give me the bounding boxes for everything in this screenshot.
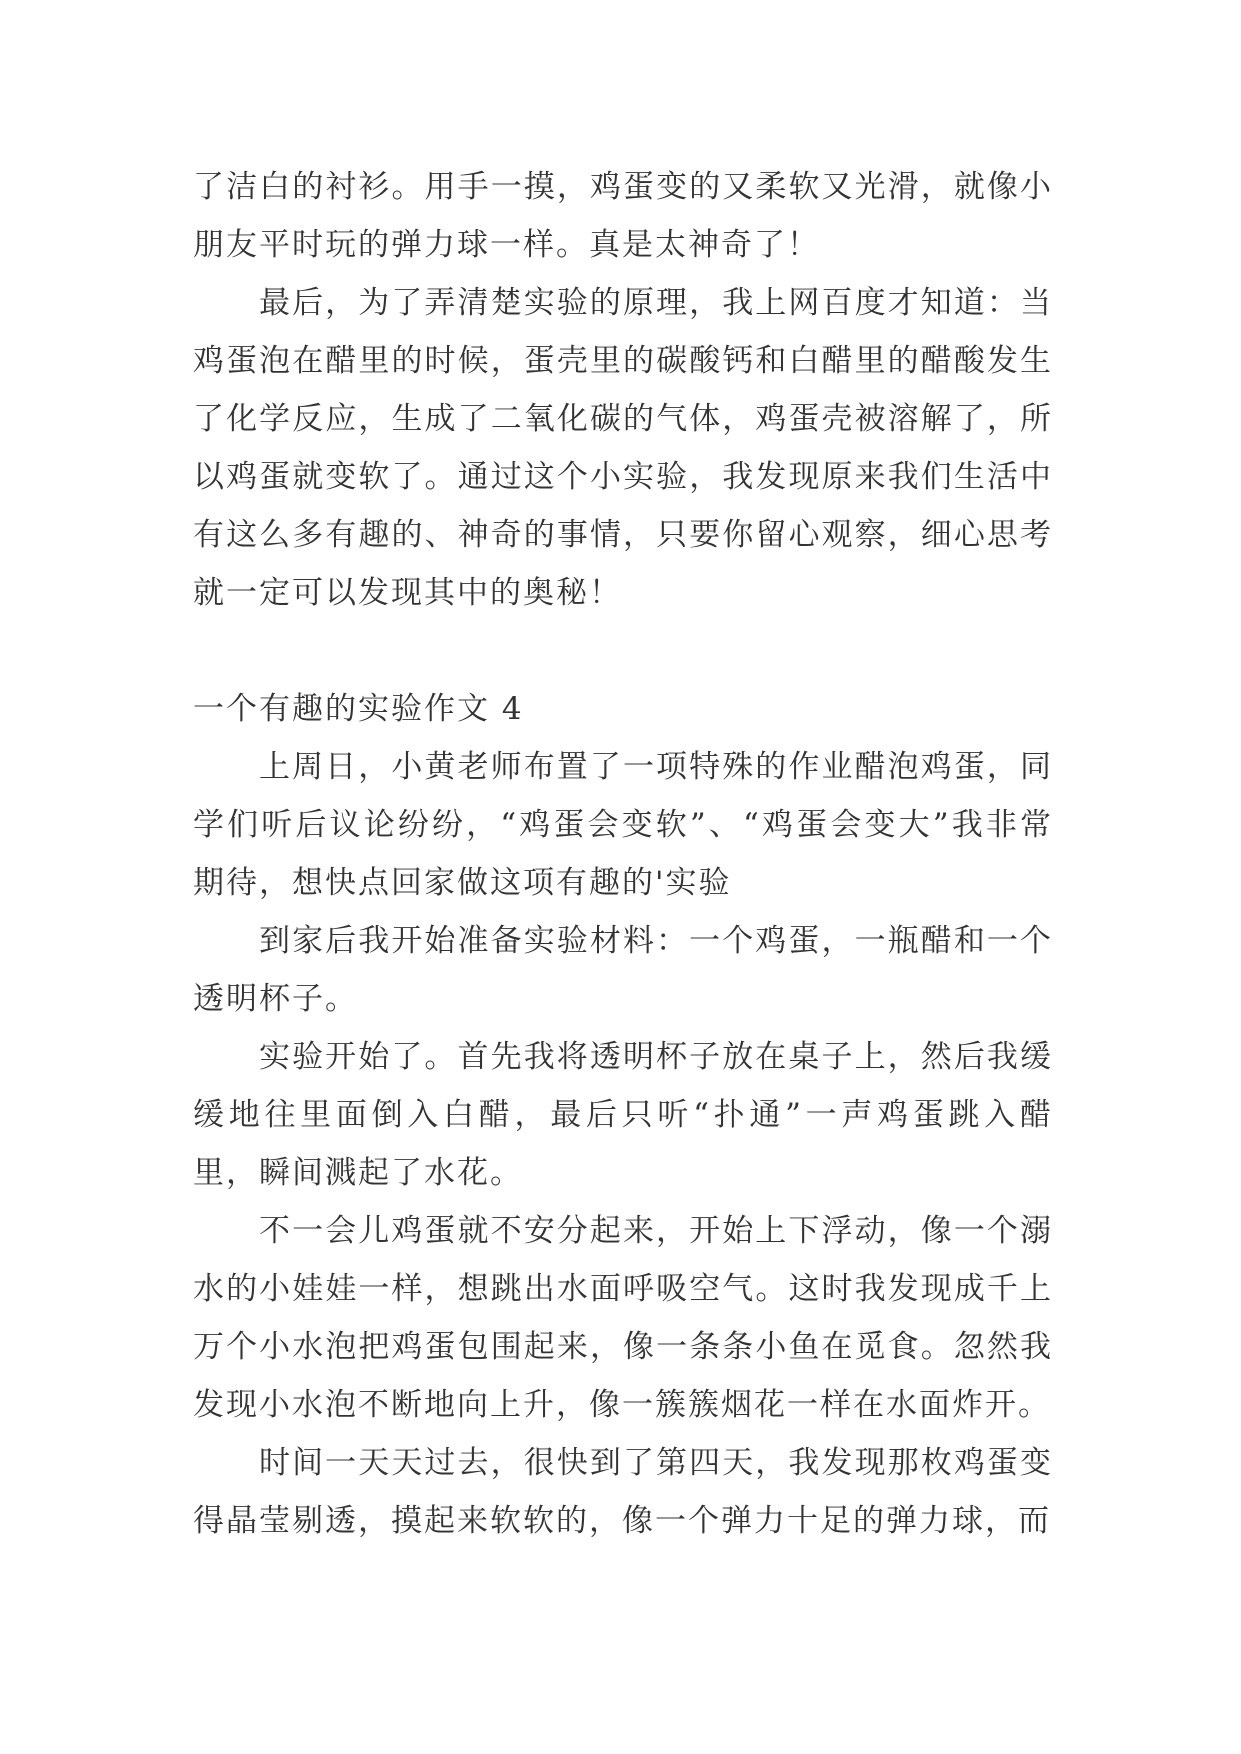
section-title: 一个有趣的实验作文 4 bbox=[193, 691, 524, 727]
paragraph: 最后，为了弄清楚实验的原理，我上网百度才知道：当鸡蛋泡在醋里的时候，蛋壳里的碳酸钙和白醋里的醋酸发生了化学反应，生成了二氧化碳的气体，鸡蛋壳被溶解了，所以鸡蛋就变软了。通过这个小实验，我发现原来我们生活中有这么多有趣的、神奇的事情，只要你留心观察，细心思考就一定可以发现其中的奥秘！ bbox=[193, 285, 1053, 611]
paragraph: 实验开始了。首先我将透明杯子放在桌子上，然后我缓缓地往里面倒入白醋，最后只听“扑通”一声鸡蛋跳入醋里，瞬间溅起了水花。 bbox=[193, 1039, 1053, 1191]
paragraph: 不一会儿鸡蛋就不安分起来，开始上下浮动，像一个溺水的小娃娃一样，想跳出水面呼吸空气。这时我发现成千上万个小水泡把鸡蛋包围起来，像一条条小鱼在觅食。忽然我发现小水泡不断地向上升，像一簇簇烟花一样在水面炸开。 bbox=[193, 1213, 1053, 1423]
paragraph: 上周日，小黄老师布置了一项特殊的作业醋泡鸡蛋，同学们听后议论纷纷，“鸡蛋会变软”、“鸡蛋会变大”我非常期待，想快点回家做这项有趣的'实验 bbox=[193, 749, 1053, 901]
document-body bbox=[193, 158, 1053, 1550]
paragraph: 时间一天天过去，很快到了第四天，我发现那枚鸡蛋变得晶莹剔透，摸起来软软的，像一个弹力十足的弹力球，而 bbox=[193, 1445, 1053, 1539]
paragraph: 到家后我开始准备实验材料：一个鸡蛋，一瓶醋和一个透明杯子。 bbox=[193, 923, 1053, 1017]
section-gap bbox=[193, 622, 1053, 680]
paragraph: 了洁白的衬衫。用手一摸，鸡蛋变的又柔软又光滑，就像小朋友平时玩的弹力球一样。真是太神奇了！ bbox=[193, 169, 1053, 263]
